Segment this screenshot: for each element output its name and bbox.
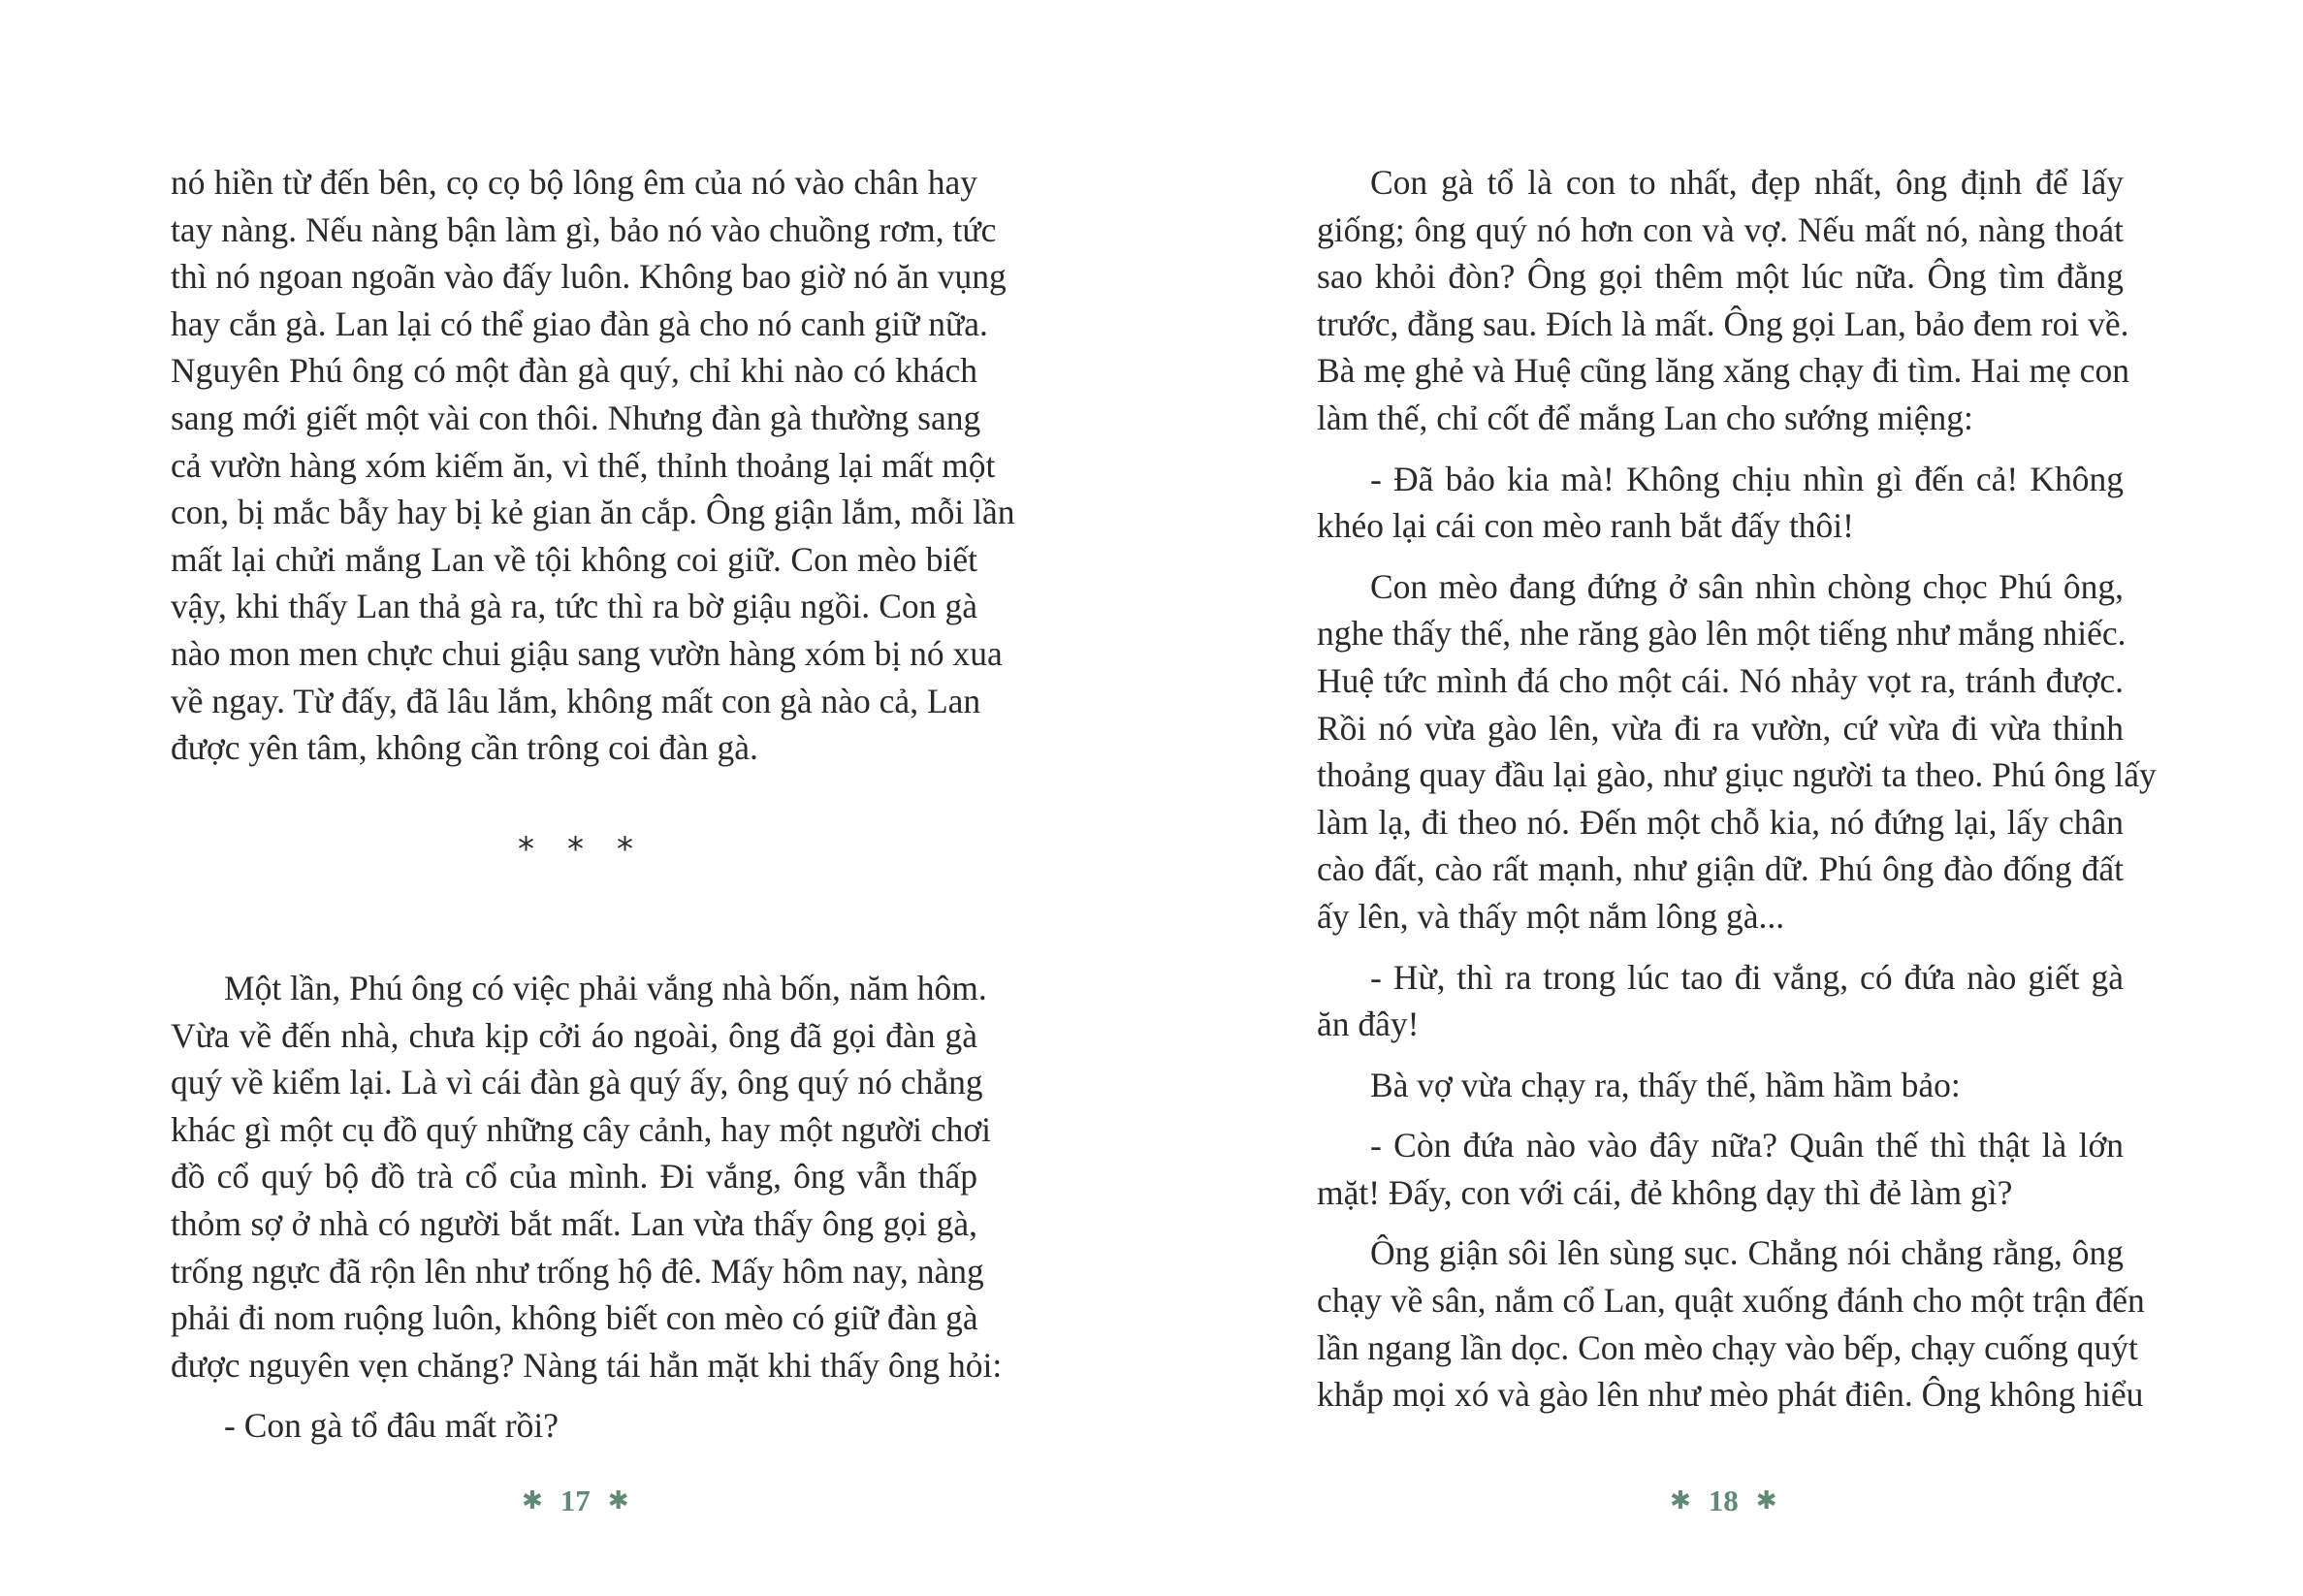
text-line: lần ngang lần dọc. Con mèo chạy vào bếp, chạy cuống quýt — [1317, 1327, 2138, 1367]
text-line: Một lần, Phú ông có việc phải vắng nhà bốn, năm hôm. — [224, 969, 987, 1007]
text-line: về ngay. Từ đấy, đã lâu lắm, không mất con gà nào cả, Lan — [171, 681, 981, 720]
text-line: khắp mọi xó và gào lên như mèo phát điên. Ông không hiểu — [1317, 1375, 2144, 1415]
text-line: con, bị mắc bẫy hay bị kẻ gian ăn cắp. Ông giận lắm, mỗi lần — [171, 493, 1015, 532]
text-line: giống; ông quý nó hơn con và vợ. Nếu mất nó, nàng thoát — [1317, 209, 2124, 249]
text-line: thoảng quay đầu lại gào, như giục người ta theo. Phú ông lấy — [1317, 755, 2157, 795]
text-line: - Hừ, thì ra trong lúc tao đi vắng, có đứa nào giết gà — [1370, 957, 2124, 997]
text-line: Vừa về đến nhà, chưa kịp cởi áo ngoài, ông đã gọi đàn gà — [171, 1015, 977, 1055]
section-break: *** — [518, 830, 666, 869]
page-number-value: 17 — [560, 1484, 591, 1517]
text-line: được yên tâm, không cần trông coi đàn gà. — [171, 728, 758, 768]
text-line: Bà vợ vừa chạy ra, thấy thế, hầm hầm bảo: — [1370, 1065, 1961, 1104]
text-line: mất lại chửi mắng Lan về tội không coi giữ. Con mèo biết — [171, 539, 977, 579]
text-line: thì nó ngoan ngoãn vào đấy luôn. Không bao giờ nó ăn vụng — [171, 257, 1007, 297]
text-line: Rồi nó vừa gào lên, vừa đi ra vườn, cứ vừa đi vừa thỉnh — [1317, 708, 2124, 748]
text-line: ăn đây! — [1317, 1005, 1420, 1044]
text-line: khéo lại cái con mèo ranh bắt đấy thôi! — [1317, 506, 1854, 546]
text-line: cả vườn hàng xóm kiếm ăn, vì thế, thỉnh thoảng lại mất một — [171, 445, 996, 485]
page-number — [1670, 1484, 1777, 1518]
text-line: Nguyên Phú ông có một đàn gà quý, chỉ khi nào có khách — [171, 351, 977, 391]
left-paragraph-2 — [171, 965, 1003, 1450]
page-number — [522, 1484, 629, 1518]
text-line: Huệ tức mình đá cho một cái. Nó nhảy vọt ra, tránh được. — [1317, 660, 2124, 700]
text-line: cào đất, cào rất mạnh, như giận dữ. Phú ông đào đống đất — [1317, 849, 2124, 889]
text-line: chạy về sân, nắm cổ Lan, quật xuống đánh cho một trận đến — [1317, 1281, 2145, 1321]
page-number-value: 18 — [1708, 1484, 1739, 1517]
text-line: được nguyên vẹn chăng? Nàng tái hẳn mặt khi thấy ông hỏi: — [171, 1345, 1003, 1385]
right-page — [1151, 0, 2303, 1596]
text-line: trước, đằng sau. Đích là mất. Ông gọi Lan, bảo đem roi về. — [1317, 303, 2129, 343]
text-line: đồ cổ quý bộ đồ trà cổ của mình. Đi vắng, ông vẫn thấp — [171, 1157, 977, 1197]
text-line: nó hiền từ đến bên, cọ cọ bộ lông êm của nó vào chân hay — [171, 163, 977, 202]
star-ornament-icon: ✱ — [607, 1486, 629, 1516]
dialogue-line: - Con gà tổ đâu mất rồi? — [224, 1406, 560, 1446]
text-line: khác gì một cụ đồ quý những cây cảnh, hay một người chơi — [171, 1109, 992, 1149]
text-line: sao khỏi đòn? Ông gọi thêm một lúc nữa. Ông tìm đằng — [1317, 257, 2124, 297]
text-line: phải đi nom ruộng luôn, không biết con mèo có giữ đàn gà — [171, 1298, 978, 1338]
right-text-block — [1317, 159, 2157, 1419]
text-line: Bà mẹ ghẻ và Huệ cũng lăng xăng chạy đi tìm. Hai mẹ con — [1317, 351, 2129, 391]
text-line: Ông giận sôi lên sùng sục. Chẳng nói chẳng rằng, ông — [1370, 1233, 2124, 1273]
text-line: quý về kiểm lại. Là vì cái đàn gà quý ấy, ông quý nó chẳng — [171, 1063, 983, 1102]
left-paragraph-1 — [171, 159, 1015, 772]
text-line: mặt! Đấy, con với cái, đẻ không dạy thì đẻ làm gì? — [1317, 1172, 2013, 1212]
star-ornament-icon: ✱ — [1670, 1486, 1691, 1516]
text-line: hay cắn gà. Lan lại có thể giao đàn gà cho nó canh giữ nữa. — [171, 303, 988, 343]
text-line: ấy lên, và thấy một nắm lông gà... — [1317, 896, 1785, 936]
star-ornament-icon: ✱ — [1755, 1486, 1777, 1516]
star-ornament-icon: ✱ — [522, 1486, 543, 1516]
left-page — [0, 0, 1151, 1596]
text-line: thỏm sợ ở nhà có người bắt mất. Lan vừa thấy ông gọi gà, — [171, 1203, 977, 1243]
text-line: làm lạ, đi theo nó. Đến một chỗ kia, nó đứng lại, lấy chân — [1317, 802, 2124, 842]
text-line: - Còn đứa nào vào đây nữa? Quân thế thì thật là lớn — [1370, 1126, 2124, 1165]
text-line: Con gà tổ là con to nhất, đẹp nhất, ông định để lấy — [1370, 163, 2124, 202]
text-line: trống ngực đã rộn lên như trống hộ đê. Mấy hôm nay, nàng — [171, 1251, 984, 1291]
text-line: Con mèo đang đứng ở sân nhìn chòng chọc Phú ông, — [1370, 566, 2124, 606]
text-line: nào mon men chực chui giậu sang vườn hàng xóm bị nó xua — [171, 633, 1003, 673]
text-line: - Đã bảo kia mà! Không chịu nhìn gì đến cả! Không — [1370, 459, 2124, 498]
text-line: sang mới giết một vài con thôi. Nhưng đàn gà thường sang — [171, 398, 981, 437]
text-line: vậy, khi thấy Lan thả gà ra, tức thì ra bờ giậu ngồi. Con gà — [171, 587, 977, 626]
text-line: nghe thấy thế, nhe răng gào lên một tiếng như mắng nhiếc. — [1317, 614, 2127, 654]
text-line: tay nàng. Nếu nàng bận làm gì, bảo nó vào chuồng rơm, tức — [171, 209, 997, 249]
text-line: làm thế, chỉ cốt để mắng Lan cho sướng miệng: — [1317, 398, 1973, 437]
